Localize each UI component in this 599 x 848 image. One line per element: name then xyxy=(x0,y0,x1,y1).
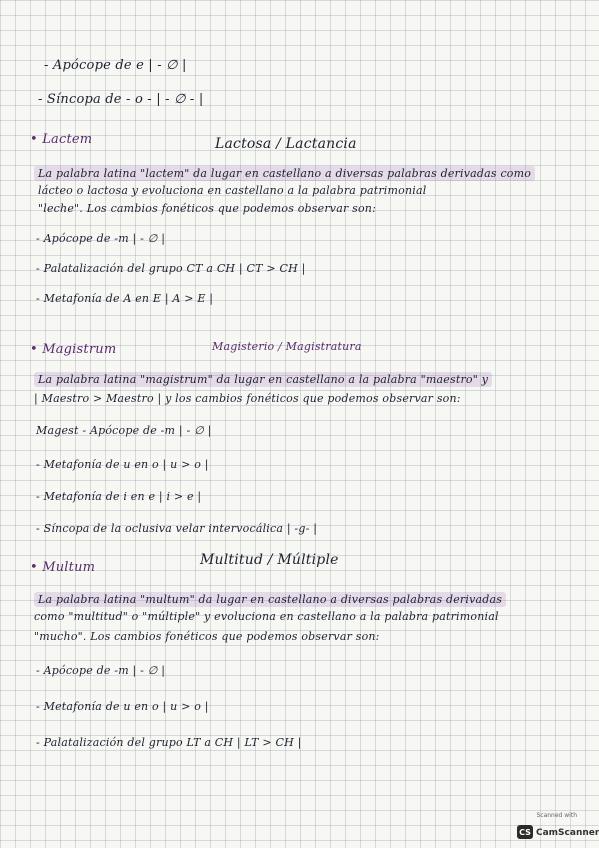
paragraph-magistrum-line2: | Maestro > Maestro | y los cambios fonéticos que podemos observar son: xyxy=(34,392,461,405)
section-derived-lactem: Lactosa / Lactancia xyxy=(215,136,357,152)
paragraph-lactem-line1: La palabra latina "lactem" da lugar en castellano a diversas palabras derivadas como xyxy=(34,166,535,181)
list-item-magistrum-2: - Metafonía de u en o | u > o | xyxy=(36,458,209,471)
list-item-magistrum-3: - Metafonía de i en e | i > e | xyxy=(36,490,202,503)
list-item-multum-1: - Apócope de -m | - ∅ | xyxy=(36,664,166,677)
list-item-lactem-2: - Palatalización del grupo CT a CH | CT > CH | xyxy=(36,262,306,275)
paragraph-lactem-line3: "leche". Los cambios fonéticos que podemos observar son: xyxy=(38,202,376,215)
section-title-magistrum: • Magistrum xyxy=(30,342,117,357)
list-item-lactem-3: - Metafonía de A en E | A > E | xyxy=(36,292,214,305)
camscanner-logo-icon: CS xyxy=(517,825,533,839)
paragraph-multum-line1: La palabra latina "multum" da lugar en castellano a diversas palabras derivadas xyxy=(34,592,506,607)
watermark-top-text: Scanned with xyxy=(536,812,577,819)
intro-line-sincopa: - Síncopa de - o - | - ∅ - | xyxy=(38,92,204,107)
section-title-lactem: • Lactem xyxy=(30,132,93,147)
list-item-multum-2: - Metafonía de u en o | u > o | xyxy=(36,700,209,713)
paragraph-multum-line3: "mucho". Los cambios fonéticos que podemos observar son: xyxy=(34,630,380,643)
section-title-multum: • Multum xyxy=(30,560,96,575)
camscanner-watermark xyxy=(517,812,599,840)
intro-line-apocope: - Apócope de e | - ∅ | xyxy=(44,58,187,73)
list-item-magistrum-1: Magest - Apócope de -m | - ∅ | xyxy=(36,424,212,437)
watermark-name: CamScanner xyxy=(536,828,599,838)
list-item-magistrum-4: - Síncopa de la oclusiva velar intervocálica | -g- | xyxy=(36,522,318,535)
list-item-multum-3: - Palatalización del grupo LT a CH | LT > CH | xyxy=(36,736,302,749)
paragraph-multum-line2: como "multitud" o "múltiple" y evoluciona en castellano a la palabra patrimonial xyxy=(34,610,499,623)
paragraph-lactem-line2: lácteo o lactosa y evoluciona en castellano a la palabra patrimonial xyxy=(38,184,427,197)
section-derived-magistrum: Magisterio / Magistratura xyxy=(212,340,362,353)
paragraph-magistrum-line1: La palabra latina "magistrum" da lugar en castellano a la palabra "maestro" y xyxy=(34,372,492,387)
list-item-lactem-1: - Apócope de -m | - ∅ | xyxy=(36,232,166,245)
section-derived-multum: Multitud / Múltiple xyxy=(200,552,339,568)
